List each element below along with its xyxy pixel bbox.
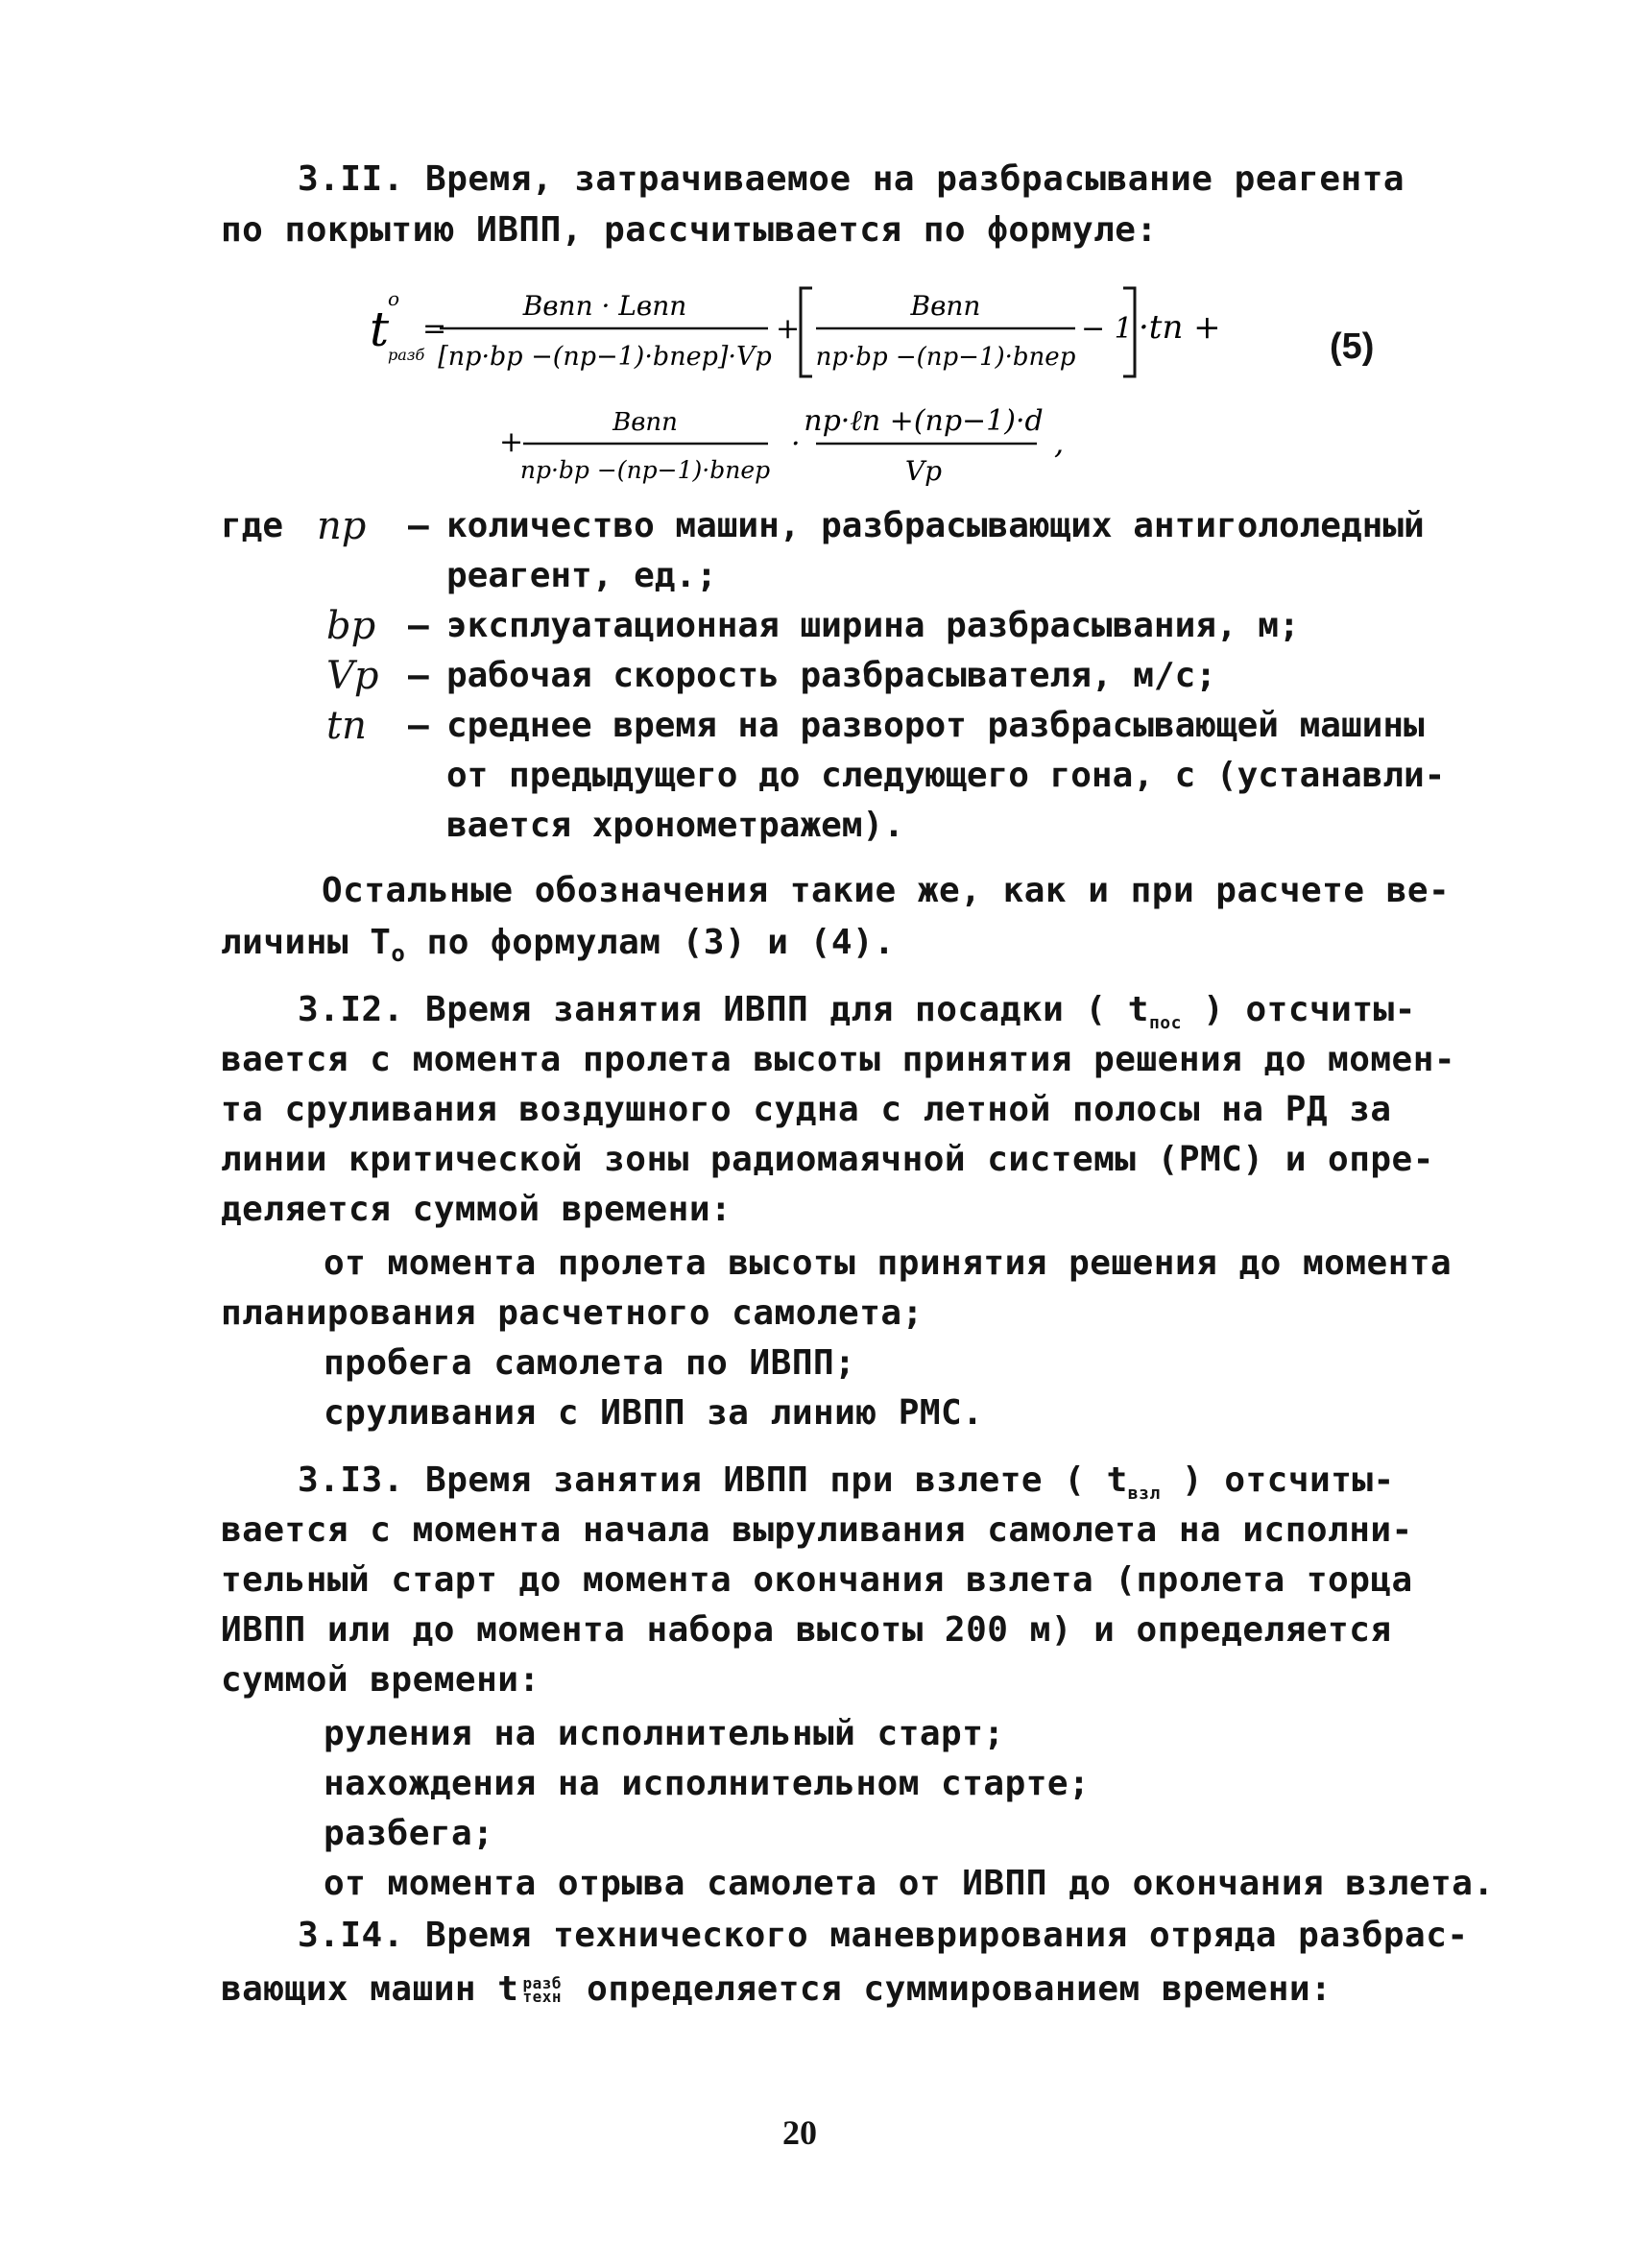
paragraph-3-13-item: разбега;: [324, 1814, 494, 1853]
formula-f4-numerator: nр·ℓп +(nр−1)·d: [804, 404, 1044, 438]
paragraph-3-12-line: та сруливания воздушного судна с летной полосы на РД за: [221, 1090, 1392, 1129]
paragraph-3-13-item: от момента отрыва самолета от ИВПП до окончания взлета.: [324, 1864, 1495, 1903]
definition-dash: –: [408, 706, 429, 745]
paragraph-3-12-item: пробега самолета по ИВПП;: [324, 1343, 856, 1383]
paragraph-3-12-line: деляется суммой времени:: [221, 1190, 732, 1229]
formula-lhs-sub: разб: [388, 346, 425, 364]
definition-text: среднее время на разворот разбрасывающей машины: [446, 706, 1425, 745]
definition-symbol-vp: Vр: [326, 654, 379, 698]
paragraph-3-11-line-1: 3.II. Время, затрачиваемое на разбрасывание реагента: [298, 159, 1405, 199]
formula-5: [365, 269, 1440, 490]
paragraph-3-13-line: суммой времени:: [221, 1660, 540, 1700]
paragraph-3-11-line-2: по покрытию ИВПП, рассчитывается по формуле:: [221, 210, 1158, 250]
formula-equals: =: [422, 312, 447, 346]
definition-symbol-tn: tп: [326, 704, 367, 748]
formula-f3-denominator: nр·bр −(nр−1)·bпер: [519, 456, 771, 484]
paragraph-3-12-line: вается с момента пролета высоты принятия решения до момен-: [221, 1040, 1456, 1079]
definition-dash: –: [408, 606, 429, 645]
formula-tn: ·tп +: [1139, 308, 1221, 347]
definition-text: реагент, ед.;: [446, 556, 717, 595]
definition-text: вается хронометражем).: [446, 806, 904, 845]
paragraph-3-13-item: руления на исполнительный старт;: [324, 1714, 1005, 1753]
definition-symbol-bp: bр: [326, 604, 376, 648]
paragraph-3-12-item: планирования расчетного самолета;: [221, 1293, 924, 1333]
formula-plus-1: +: [776, 312, 801, 346]
formula-f2-denominator: nр·bр −(nр−1)·bпер: [815, 343, 1076, 372]
paragraph-3-12-line: линии критической зоны радиомаячной системы (РМС) и опре-: [221, 1140, 1434, 1179]
definitions-where: где: [221, 506, 284, 545]
formula-f1-numerator: Bвпп · Lвпп: [522, 290, 687, 322]
definition-symbol-np: nр: [317, 504, 367, 548]
definition-text: количество машин, разбрасывающих антигололедный: [446, 506, 1425, 545]
paragraph-3-12-item: от момента пролета высоты принятия решения до момента: [324, 1243, 1453, 1283]
paragraph-3-12-item: сруливания с ИВПП за линию РМС.: [324, 1393, 984, 1433]
paragraph-3-13-line: тельный старт до момента окончания взлета (пролета торца: [221, 1560, 1413, 1600]
definition-text: рабочая скорость разбрасывателя, м/с;: [446, 656, 1216, 695]
formula-f1-denominator: [nр·bр −(nр−1)·bпер]·Vр: [438, 342, 772, 372]
paragraph-3-13-line-1: 3.I3. Время занятия ИВПП при взлете ( $t_{взл}$ ) отсчиты-: [298, 1460, 1395, 1505]
definition-text: эксплуатационная ширина разбрасывания, м;: [446, 606, 1300, 645]
paragraph-3-13-line: вается с момента начала выруливания самолета на исполни-: [221, 1510, 1413, 1550]
formula-comma: ,: [1054, 424, 1065, 461]
formula-f3-numerator: Bвпп: [612, 408, 678, 437]
paragraph-3-13-item: нахождения на исполнительном старте;: [324, 1764, 1091, 1803]
formula-dot: ·: [791, 427, 801, 461]
rest-line-2: личины $T_о$ по формулам (3) и (4).: [221, 923, 896, 968]
definition-text: от предыдущего до следующего гона, с (устанавли-: [446, 756, 1446, 795]
formula-lhs-sup: о: [388, 287, 400, 310]
formula-f2-numerator: Bвпп: [910, 290, 981, 322]
definition-dash: –: [408, 656, 429, 695]
rest-line-1: Остальные обозначения такие же, как и при расчете ве-: [322, 871, 1451, 910]
formula-f2-tail: − 1: [1081, 312, 1133, 346]
formula-plus-2: +: [499, 425, 524, 459]
paragraph-3-14-line-2: вающих машин t разб техн определяется суммированием времени:: [221, 1969, 1333, 2009]
formula-lhs-t: t: [370, 302, 390, 357]
formula-left-bracket: [801, 288, 812, 376]
paragraph-3-12-line-1: 3.I2. Время занятия ИВПП для посадки ( $t_{пос}$ ) отсчиты-: [298, 990, 1416, 1034]
paragraph-3-14-line-1: 3.I4. Время технического маневрирования отряда разбрас-: [298, 1916, 1469, 1955]
paragraph-3-13-line: ИВПП или до момента набора высоты 200 м) и определяется: [221, 1610, 1392, 1650]
formula-number: (5): [1330, 326, 1375, 367]
formula-f4-denominator: Vр: [904, 455, 943, 487]
definition-dash: –: [408, 506, 429, 545]
page-number: 20: [782, 2113, 817, 2152]
